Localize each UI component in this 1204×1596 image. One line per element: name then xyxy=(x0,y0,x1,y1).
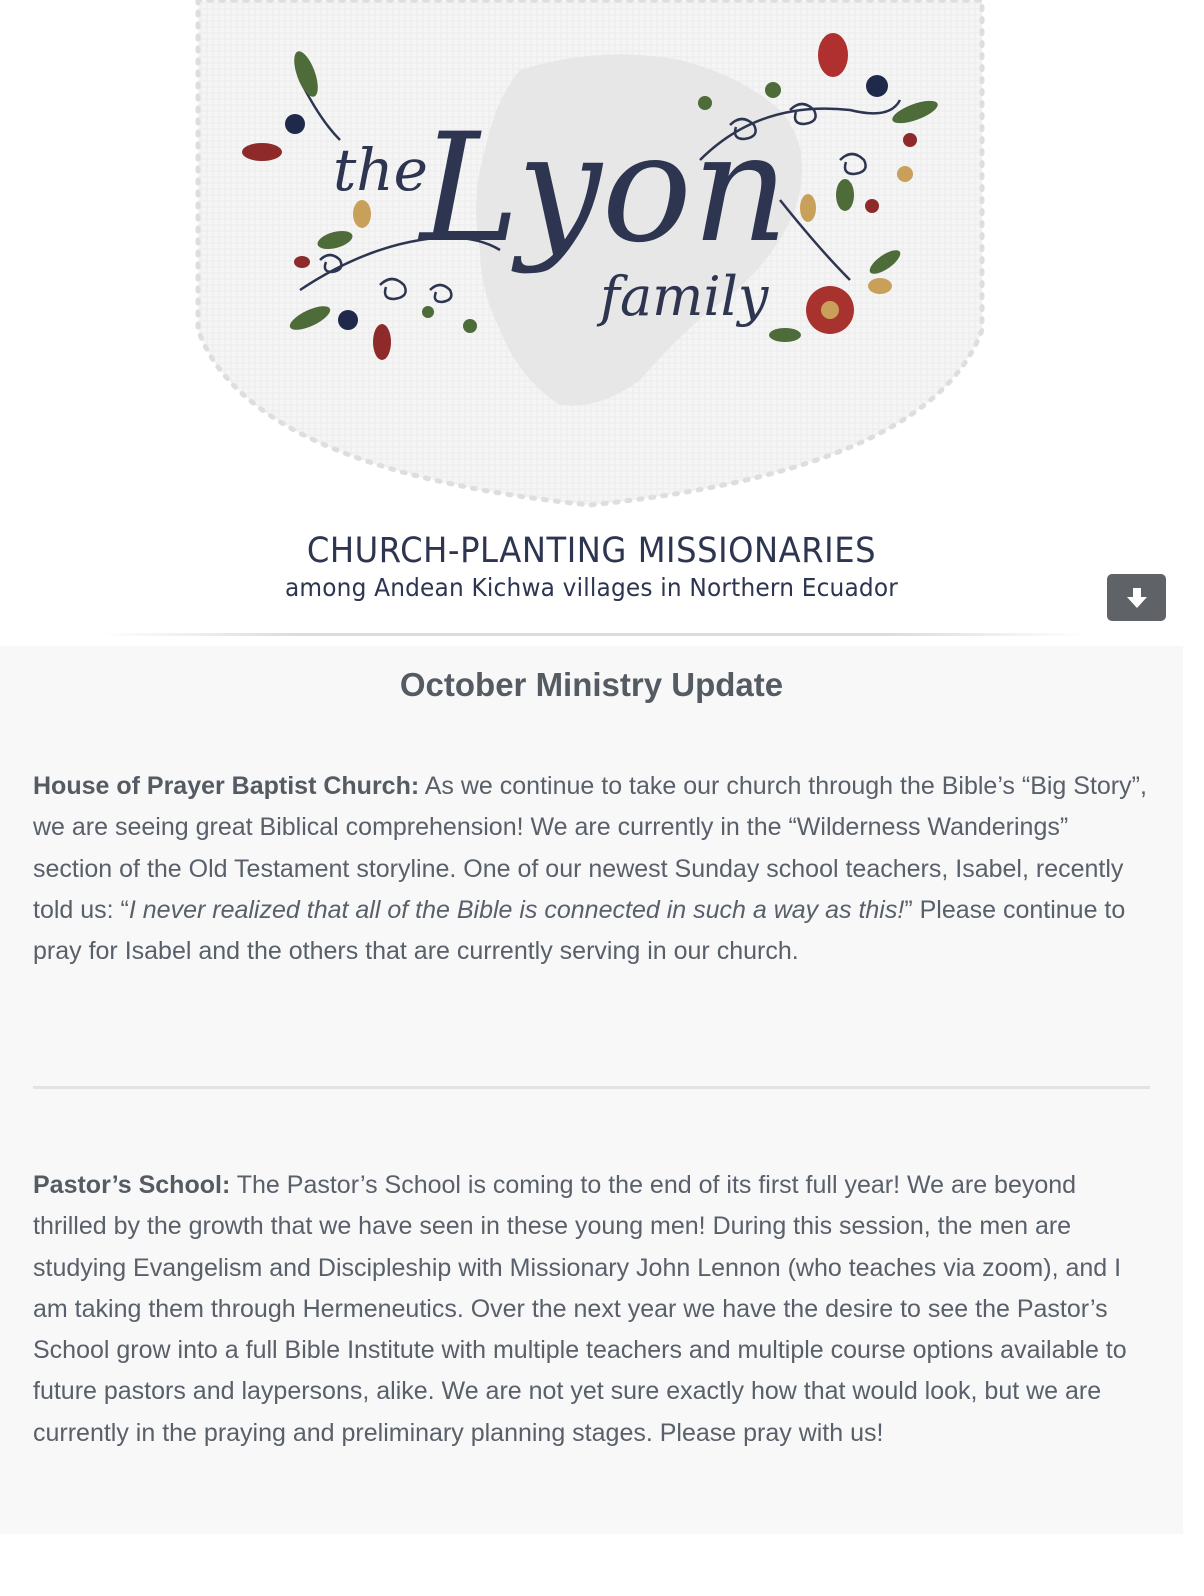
header-banner xyxy=(0,0,1183,648)
logo-word-the: the xyxy=(333,136,428,204)
section-text: As we continue to take our church through the Bible’s “Big Story”, we are seeing great Biblical comprehension! We are currently in the “Wilderness Wanderings” section of the Old Testament storyline. One of our newest Sunday school teachers, Isabel, recently told us: “ xyxy=(33,772,1147,924)
header-divider xyxy=(100,633,1085,636)
section-text-end: ” Please continue to pray for Isabel and the others that are currently serving in our church. xyxy=(33,895,1126,966)
section-house-of-prayer xyxy=(33,766,1153,972)
logo-word-family: family xyxy=(600,265,769,328)
section-pastors-school xyxy=(33,1165,1153,1454)
section-heading: Pastor’s School: xyxy=(33,1171,231,1199)
section-heading: House of Prayer Baptist Church: xyxy=(33,772,420,800)
section-divider xyxy=(33,1086,1150,1089)
section-text: The Pastor’s School is coming to the end of its first full year! We are beyond thrilled by the growth that we have seen in these young men! During this session, the men are studying Evangelism and Discipleship with Missionary John Lennon (who teaches via zoom), and I am taking them through Hermeneutics. Over the next year we have the desire to see the Pastor’s School grow into a full Bible Institute with multiple teachers and multiple course options available to future pastors and laypersons, alike. We are not yet sure exactly how that would look, but we are currently in the praying and preliminary planning stages. Please pray with us! xyxy=(33,1171,1127,1447)
lyon-family-logo xyxy=(0,0,1183,530)
tagline-sub: among Andean Kichwa villages in Northern Ecuador xyxy=(284,573,899,602)
download-arrow-icon xyxy=(1126,586,1148,610)
download-button[interactable] xyxy=(1107,574,1166,621)
section-quote: I never realized that all of the Bible is connected in such a way as this! xyxy=(128,895,905,924)
tagline-main: CHURCH-PLANTING MISSIONARIES xyxy=(306,531,877,571)
page-title: October Ministry Update xyxy=(399,666,784,703)
logo-word-lyon: Lyon xyxy=(420,102,789,276)
newsletter-body xyxy=(0,646,1183,1534)
